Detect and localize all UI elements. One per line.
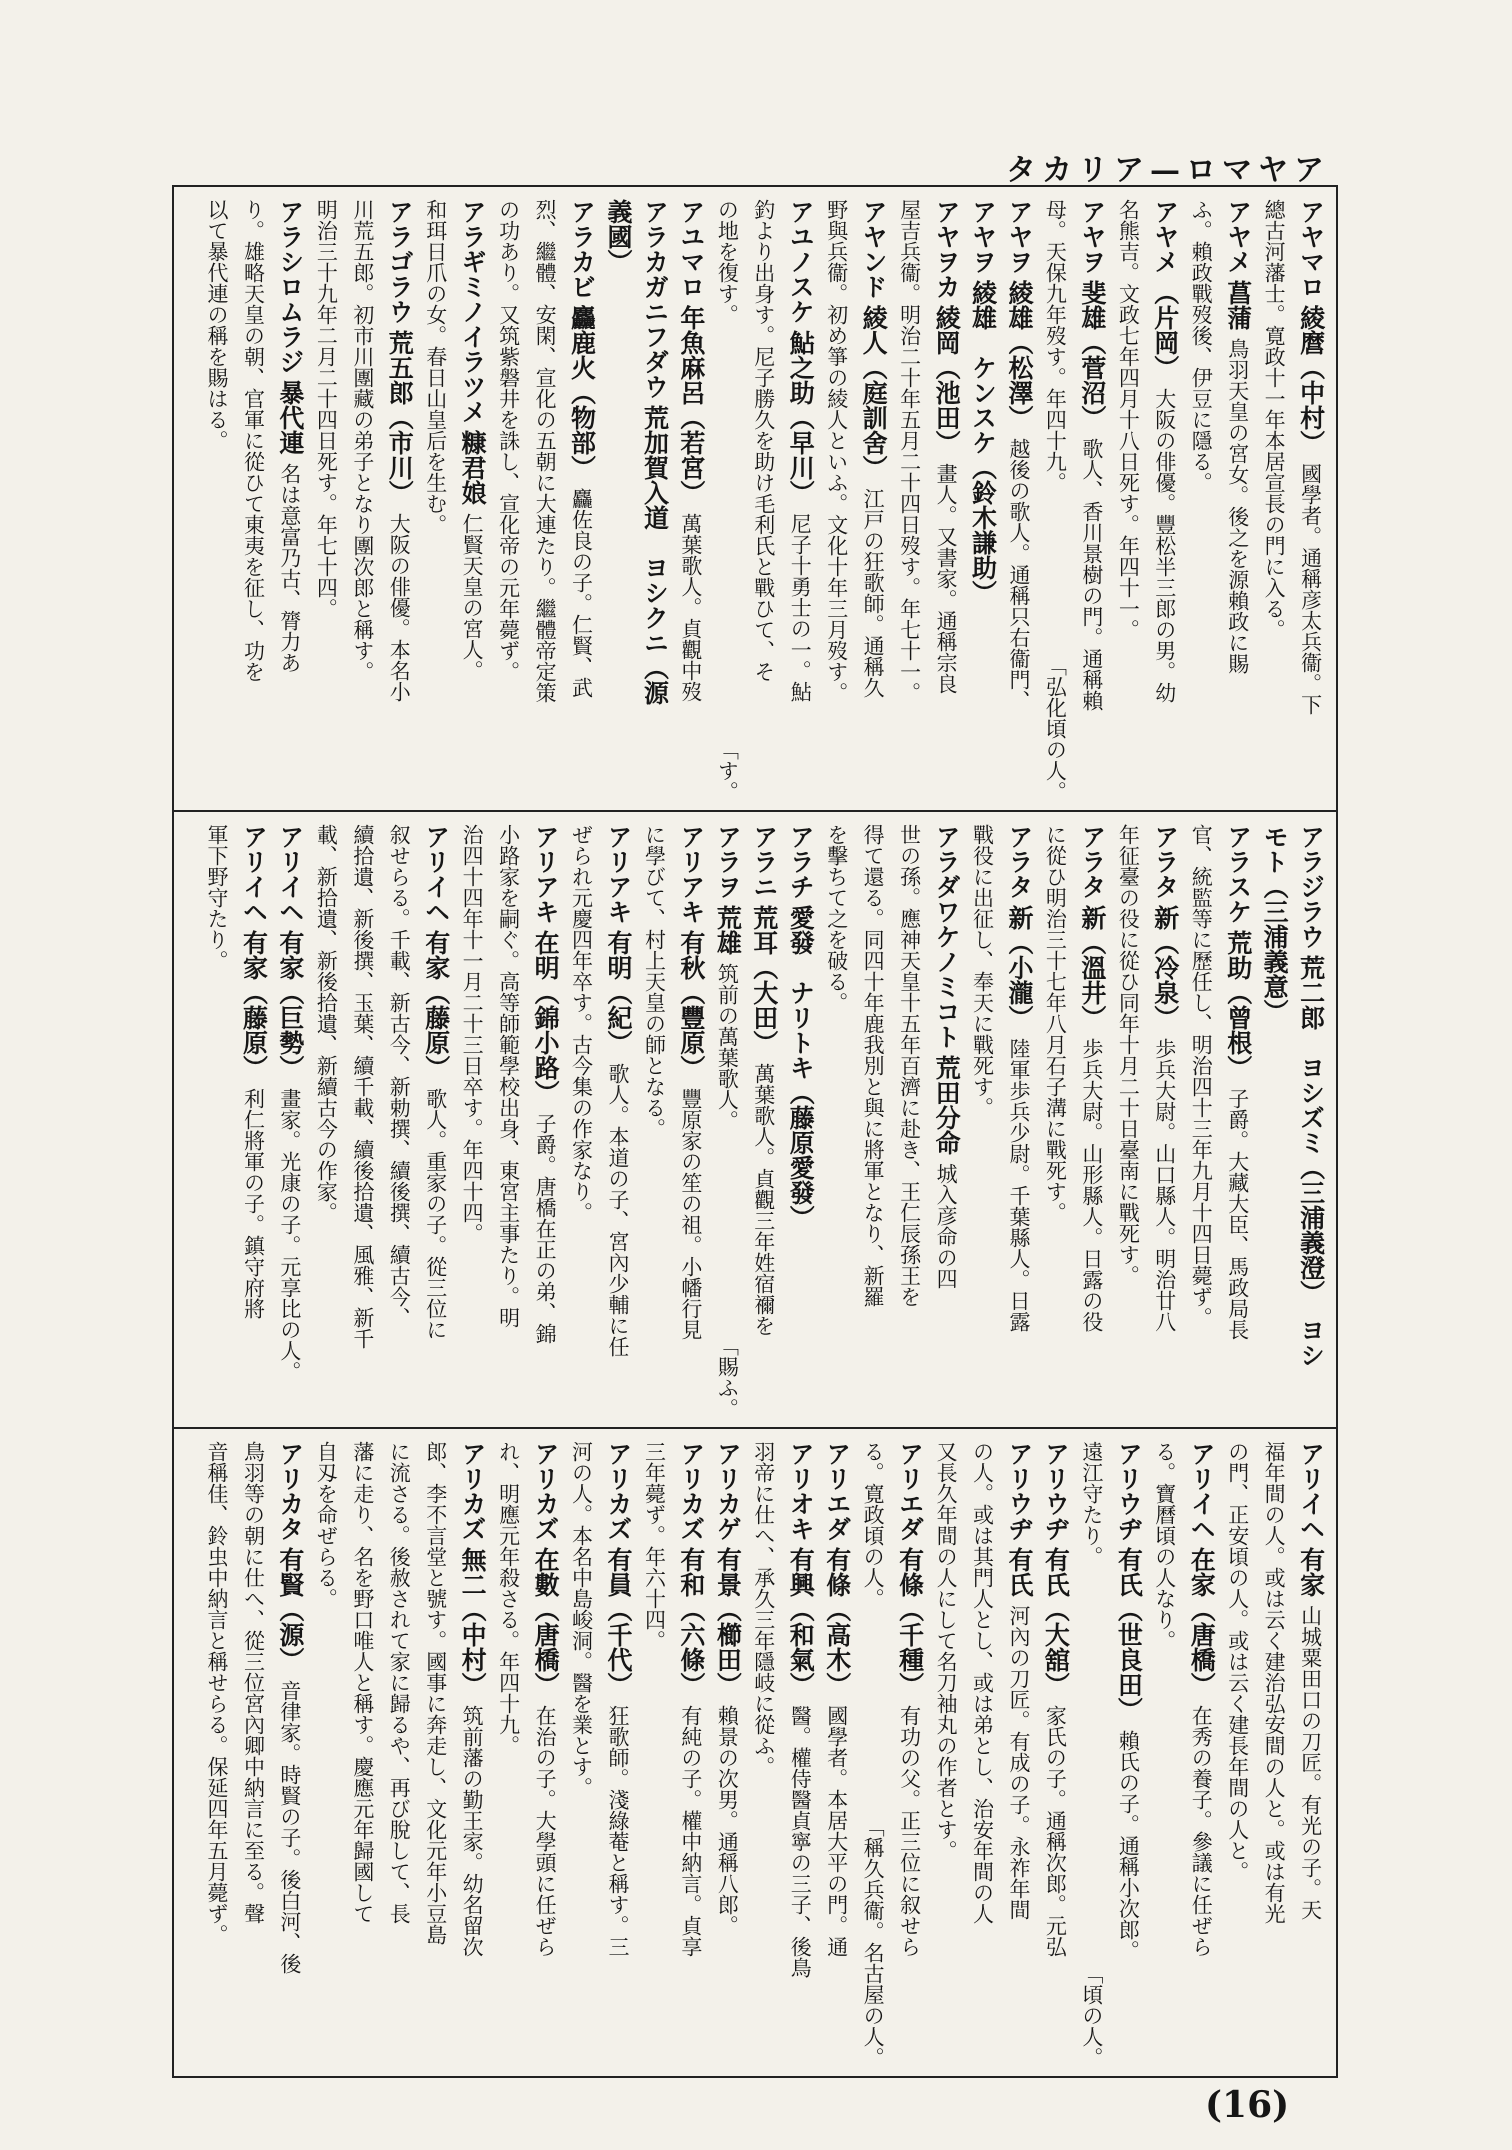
entry-name: 荒雄 <box>713 905 743 955</box>
entry-text: 鳥羽天皇の宮女。後之を源賴政に賜 <box>1225 338 1250 674</box>
entry-text: 小路家を嗣ぐ。高等師範學校出身、東宮主事たり。明 <box>496 824 521 1328</box>
entry-text: に學びて、村上天皇の師となる。 <box>642 824 667 1139</box>
entry-heading-kana: アラヲ <box>713 824 743 899</box>
column-group <box>200 199 1328 802</box>
entry-name: 綾雄（松澤） <box>1004 280 1034 430</box>
entry-heading-kana: アラゴラウ <box>385 199 415 324</box>
entry-heading-kana: アリアキ <box>676 824 706 924</box>
entry-text: 鳥羽等の朝に仕へ、從三位宮內卿中納言に至る。聲 <box>241 1441 266 1924</box>
text-column <box>1148 199 1182 802</box>
entry-text: 音律家。時賢の子。後白河、後 <box>277 1680 302 1974</box>
entry-text: 福年間の人。或は云く建治弘安間の人と。或は有光 <box>1262 1441 1287 1924</box>
entry-text: 治四十四年十一月二十三日卒す。年四十四。 <box>460 824 485 1244</box>
text-column <box>820 199 854 802</box>
entry-text: の人。或は其門人とし、或は弟とし、治安年間の人 <box>970 1441 995 1924</box>
entry-name: 義國） <box>603 199 633 274</box>
text-column <box>637 199 671 802</box>
entry-name: 糠君娘 <box>458 430 488 505</box>
entry-text: 家氏の子。通稱次郎。元弘 <box>1043 1705 1068 1957</box>
entry-text: 官、統監等に歷任し、明治四十三年九月十四日薨ず。 <box>1189 824 1214 1328</box>
entry-heading-kana: アラタ <box>1077 824 1107 899</box>
entry-text: 在治の子。大學頭に任ぜら <box>533 1705 558 1957</box>
entry-name: （片岡） <box>1150 280 1180 380</box>
text-column <box>200 199 234 802</box>
text-column <box>419 824 453 1419</box>
entry-heading-kana: アラダワケノミコト <box>932 824 962 1049</box>
entry-text: 河內の刀匠。有成の子。永祚年間 <box>1006 1605 1031 1920</box>
entry-name: 菖蒲 <box>1223 280 1253 330</box>
text-column <box>1038 824 1072 1419</box>
entry-name: 有條（高木） <box>822 1547 852 1697</box>
entry-text: 母。天保九年歿す。年四十九。 <box>1043 199 1068 493</box>
entry-text: 有功の父。正三位に叙せら <box>897 1705 922 1957</box>
page-number: (16) <box>1205 2084 1290 2126</box>
entry-name: 有家 <box>1296 1547 1326 1597</box>
entry-heading-kana: アリエダ <box>895 1441 925 1541</box>
entry-text: 畫家。光康の子。元享比の人。 <box>277 1088 302 1382</box>
text-column <box>929 824 963 1419</box>
entry-text: 江戸の狂歌師。通稱久 <box>861 488 886 698</box>
entry-heading-kana: アラタ <box>1150 824 1180 899</box>
entry-text: の功あり。又筑紫磐井を誅し、宣化帝の元年薨ず。 <box>496 199 521 682</box>
entry-text: 越後の歌人。通稱只右衞門、 <box>1006 438 1031 711</box>
text-column <box>1221 1441 1255 2068</box>
entry-heading-kana: アリイヘ <box>1187 1441 1217 1541</box>
column-group <box>200 1441 1328 2068</box>
entry-name: 在數（唐橋） <box>531 1547 561 1697</box>
text-column <box>528 824 562 1419</box>
entry-heading-kana: アラギミノイラツメ <box>458 199 488 424</box>
text-column <box>236 199 270 802</box>
entry-text: ふ。賴政戰歿後、伊豆に隱る。 <box>1189 199 1214 493</box>
text-column <box>492 199 526 802</box>
entry-text: 野與兵衞。初め箏の綾人といふ。文化十年三月歿す。 <box>824 199 849 703</box>
entry-heading-kana: アラカガニフダウ <box>640 199 670 399</box>
text-column <box>1002 824 1036 1419</box>
text-column <box>382 1441 416 2068</box>
text-column <box>674 1441 708 2068</box>
entry-heading-kana: アラタ <box>1004 824 1034 899</box>
text-column <box>346 824 380 1419</box>
running-title: アヤマロ—アリカタ <box>1006 153 1330 188</box>
text-column <box>1294 1441 1328 2068</box>
entry-text: 總古河藩士。寛政十一年本居宣長の門に入る。 <box>1262 199 1287 640</box>
entry-text: 河の人。本名中島峻洞。醫を業とす。 <box>569 1441 594 1798</box>
text-column <box>820 1441 854 2068</box>
entry-text: 續拾遺、新後撰、玉葉、續千載、續後拾遺、風雅、新千 <box>350 824 375 1349</box>
text-column <box>309 199 343 802</box>
entry-heading-kana: アヤンド <box>859 199 889 299</box>
entry-heading-kana: アリイヘ <box>1296 1441 1326 1541</box>
entry-name: 有秋（豐原） <box>676 930 706 1080</box>
text-column <box>1184 199 1218 802</box>
entry-name: 有氏（世良田） <box>1114 1547 1144 1722</box>
text-column <box>601 1441 635 2068</box>
entry-text: を擊ちて之を破る。 <box>824 824 849 1013</box>
text-column <box>273 199 307 802</box>
text-column <box>1221 824 1255 1419</box>
text-column <box>710 824 744 1419</box>
continuation-text: 「弘化頃の人。 <box>1043 655 1068 802</box>
entry-heading-kana: アラシロムラジ <box>275 199 305 374</box>
text-column <box>309 824 343 1419</box>
text-column <box>1294 824 1328 1419</box>
entry-name: 斐雄（菅沼） <box>1077 280 1107 430</box>
text-column <box>710 199 744 802</box>
text-column <box>1294 199 1328 802</box>
text-column <box>1221 199 1255 802</box>
entry-text: 郎、李不言堂と號す。國事に奔走し、文化元年小豆島 <box>423 1441 448 1945</box>
entry-band-top <box>174 187 1336 812</box>
entry-text: 大阪の俳優。豐松半三郎の男。幼 <box>1152 388 1177 703</box>
text-column <box>528 199 562 802</box>
text-column <box>1075 824 1109 1419</box>
entry-name: 綾人（庭訓舍） <box>859 305 889 480</box>
text-column <box>893 824 927 1419</box>
entry-name: 無二（中村） <box>458 1547 488 1697</box>
text-column <box>1148 1441 1182 2068</box>
page-frame <box>172 185 1338 2078</box>
text-column <box>419 1441 453 2068</box>
text-column <box>893 1441 927 2068</box>
entry-text: 子爵。大藏大臣、馬政局長 <box>1225 1088 1250 1340</box>
entry-text: 屋吉兵衞。明治二十年五月二十四日歿す。年七十一。 <box>897 199 922 703</box>
entry-name: 有氏 <box>1004 1547 1034 1597</box>
text-column <box>565 824 599 1419</box>
entry-heading-kana: アリウヂ <box>1114 1441 1144 1541</box>
text-column <box>565 1441 599 2068</box>
entry-text: 仁賢天皇の宮人。 <box>460 513 485 681</box>
entry-name: 有條（千種） <box>895 1547 925 1697</box>
text-column <box>1257 199 1291 802</box>
entry-text: 自刄を命ぜらる。 <box>314 1441 339 1609</box>
entry-name: 在明（錦小路） <box>531 930 561 1105</box>
text-column <box>893 199 927 802</box>
text-column <box>273 824 307 1419</box>
entry-heading-kana: アリカタ <box>275 1441 305 1541</box>
entry-name: 荒田分命 <box>932 1055 962 1155</box>
text-column <box>236 824 270 1419</box>
entry-text: 國學者。通稱彦太兵衞。下 <box>1298 463 1323 715</box>
entry-heading-kana: アリカズ <box>531 1441 561 1541</box>
text-column <box>820 824 854 1419</box>
entry-text: 山城粟田口の刀匠。有光の子。天 <box>1298 1605 1323 1920</box>
text-column <box>674 824 708 1419</box>
entry-heading-kana: アユノスケ <box>786 199 816 324</box>
text-column <box>236 1441 270 2068</box>
entry-text: る。寶曆頃の人なり。 <box>1152 1441 1177 1651</box>
text-column <box>1002 1441 1036 2068</box>
entry-heading-kana: アリイヘ <box>239 824 269 924</box>
entry-text: 名熊吉。文政七年四月十八日死す。年四十一。 <box>1116 199 1141 640</box>
text-column <box>783 199 817 802</box>
entry-name: 新（小瀧） <box>1004 905 1034 1030</box>
text-column <box>382 199 416 802</box>
entry-heading-kana: アラカビ <box>567 199 597 299</box>
entry-text: 和珥日爪の女。春日山皇后を生む。 <box>423 199 448 535</box>
entry-text: れ、明應元年殺さる。年四十九。 <box>496 1441 521 1756</box>
entry-text: 歩兵大尉。山口縣人。明治廿八 <box>1152 1038 1177 1332</box>
entry-text: 有純の子。權中納言。貞享 <box>678 1705 703 1957</box>
entry-text: ぜられ元慶四年卒す。古今集の作家なり。 <box>569 824 594 1223</box>
entry-text: 叙せらる。千載、新古今、新勅撰、續後撰、續古今、 <box>387 824 412 1328</box>
text-column <box>710 1441 744 2068</box>
entry-name: 綾雄 ケンスケ（鈴木謙助） <box>968 280 998 605</box>
entry-name: 荒耳（大田） <box>749 905 779 1055</box>
entry-text: 得て還る。同四十年鹿我別と與に將軍となり、新羅 <box>861 824 886 1307</box>
entry-text: 音稱佳、鈴虫中納言と稱せらる。保延四年五月薨ず。 <box>205 1441 229 1945</box>
text-column <box>346 1441 380 2068</box>
entry-heading-kana: アリオキ <box>786 1441 816 1541</box>
entry-heading-kana: アラチ <box>786 824 816 899</box>
entry-text: 戰役に出征し、奉天に戰死す。 <box>970 824 995 1118</box>
entry-text: る。寛政頃の人。 <box>861 1441 886 1609</box>
continuation-text: 「稱久兵衞。名古屋の人。 <box>861 1816 886 2068</box>
entry-text: 又長久年間の人にして名刀袖丸の作者とす。 <box>934 1441 959 1861</box>
entry-name: 綾麿（中村） <box>1296 305 1326 455</box>
entry-text: 萬葉歌人。貞觀三年姓宿禰を <box>751 1063 776 1336</box>
entry-text: 醫。權侍醫貞寧の三子、後鳥 <box>788 1705 813 1978</box>
text-column <box>783 1441 817 2068</box>
entry-text: 載、新拾遺、新後拾遺、新續古今の作家。 <box>314 824 339 1223</box>
entry-heading-kana: アリウヂ <box>1004 1441 1034 1541</box>
entry-text: り。雄略天皇の朝、官軍に從ひて東夷を征し、功を <box>241 199 266 682</box>
entry-text: 狂歌師。淺綠菴と稱す。三 <box>605 1705 630 1957</box>
text-column <box>528 1441 562 2068</box>
column-group <box>200 824 1328 1419</box>
entry-text: 軍下野守たり。 <box>205 824 229 971</box>
entry-text: 遠江守たり。 <box>1079 1441 1104 1567</box>
entry-text: 畫人。又書家。通稱宗良 <box>934 463 959 694</box>
text-column <box>1111 1441 1145 2068</box>
text-column <box>856 1441 890 2068</box>
text-column <box>1038 1441 1072 2068</box>
entry-name: 年魚麻呂（若宮） <box>676 305 706 505</box>
text-column <box>492 824 526 1419</box>
text-column <box>929 199 963 802</box>
entry-text: 利仁將軍の子。鎮守府將 <box>241 1088 266 1319</box>
entry-text: 賴景の次男。通稱八郎。 <box>715 1705 740 1936</box>
entry-text: 子爵。唐橋在正の弟、錦 <box>533 1113 558 1344</box>
continuation-text: 「す。 <box>715 739 740 802</box>
text-column <box>1111 824 1145 1419</box>
entry-heading-kana: アリイヘ <box>275 824 305 924</box>
text-column <box>1075 199 1109 802</box>
text-column <box>747 824 781 1419</box>
entry-name: 荒二郎 ヨシズミ（三浦義澄） ヨシ <box>1296 955 1326 1368</box>
entry-name: 有景（櫛田） <box>713 1547 743 1697</box>
entry-name: 愛發 ナリトキ（藤原愛發） <box>786 905 816 1230</box>
text-column <box>637 824 671 1419</box>
text-column <box>747 199 781 802</box>
entry-band-bottom <box>174 1429 1336 2076</box>
entry-heading-kana: アリイヘ <box>421 824 451 924</box>
entry-name: 鮎之助（早川） <box>786 330 816 505</box>
text-column <box>309 1441 343 2068</box>
text-column <box>637 1441 671 2068</box>
text-column <box>601 824 635 1419</box>
entry-heading-kana: アリアキ <box>531 824 561 924</box>
entry-name: 有和（六條） <box>676 1547 706 1697</box>
text-column <box>966 824 1000 1419</box>
text-column <box>419 199 453 802</box>
entry-text: 國學者。本居大平の門。通 <box>824 1705 849 1957</box>
entry-text: 大阪の俳優。本名小 <box>387 513 412 702</box>
entry-name: 有家（藤原） <box>239 930 269 1080</box>
entry-text: 明治三十九年二月二十四日死す。年七十四。 <box>314 199 339 619</box>
entry-text: 賴氏の子。通稱小次郎。 <box>1116 1730 1141 1961</box>
entry-text: 尼子十勇士の一。鮎 <box>788 513 813 702</box>
entry-heading-kana: アヤヲ <box>1004 199 1034 274</box>
entry-text: 川荒五郎。初市川團藏の弟子となり團次郎と稱す。 <box>350 199 375 682</box>
text-column <box>856 824 890 1419</box>
entry-name: 有賢（源） <box>275 1547 305 1672</box>
entry-text: 三年薨ず。年六十四。 <box>642 1441 667 1651</box>
entry-heading-kana: アラスケ <box>1223 824 1253 924</box>
entry-name: 荒助（曾根） <box>1223 930 1253 1080</box>
entry-text: の門、正安頃の人。或は云く建長年間の人と。 <box>1225 1441 1250 1882</box>
entry-heading-kana: アリアキ <box>603 824 633 924</box>
text-column <box>674 199 708 802</box>
entry-text: 烈、繼體、安閑、宣化の五朝に大連たり。繼體帝定策 <box>533 199 558 703</box>
entry-heading-kana: アヤヲ <box>1077 199 1107 274</box>
text-column <box>601 199 635 802</box>
entry-band-middle <box>174 812 1336 1429</box>
entry-name: 荒加賀入道 ヨシクニ（源 <box>640 405 670 705</box>
entry-text: 歌人。重家の子。從三位に <box>423 1088 448 1340</box>
entry-text: 城入彦命の四 <box>934 1163 959 1289</box>
text-column <box>455 824 489 1419</box>
text-column <box>455 199 489 802</box>
entry-heading-kana: アユマロ <box>676 199 706 299</box>
text-column <box>1002 199 1036 802</box>
entry-heading-kana: アリエダ <box>822 1441 852 1541</box>
entry-name: モト（三浦義意） <box>1260 824 1290 1024</box>
entry-heading-kana: アラニ <box>749 824 779 899</box>
entry-heading-kana: アリカズ <box>603 1441 633 1541</box>
entry-name: 有員（千代） <box>603 1547 633 1697</box>
text-column <box>1257 824 1291 1419</box>
entry-name: 有氏（大舘） <box>1041 1547 1071 1697</box>
entry-text: 筑前藩の勤王家。幼名留次 <box>460 1705 485 1957</box>
text-column <box>1148 824 1182 1419</box>
entry-heading-kana: アヤヲ <box>968 199 998 274</box>
text-column <box>1075 1441 1109 2068</box>
text-column <box>565 199 599 802</box>
entry-name: 新（溫井） <box>1077 905 1107 1030</box>
entry-name: 暴代連 <box>275 380 305 455</box>
text-column <box>1257 1441 1291 2068</box>
text-column <box>1184 824 1218 1419</box>
entry-text: 名は意富乃古、膂力あ <box>277 463 302 673</box>
text-column <box>346 199 380 802</box>
entry-text: 年征臺の役に從ひ同年十月二十日臺南に戰死す。 <box>1116 824 1141 1286</box>
entry-text: 歌人、香川景樹の門。通稱賴 <box>1079 438 1104 711</box>
entry-text: に從ひ明治三十七年八月石子溝に戰死す。 <box>1043 824 1068 1223</box>
entry-name: 在家（唐橋） <box>1187 1547 1217 1697</box>
entry-text: 萬葉歌人。貞觀中歿 <box>678 513 703 702</box>
text-column <box>492 1441 526 2068</box>
entry-text: 藩に走り、名を野口唯人と稱す。慶應元年歸國して <box>350 1441 375 1924</box>
entry-text: 釣より出身す。尼子勝久を助け毛利氏と戰ひて、そ <box>751 199 776 682</box>
text-column <box>382 824 416 1419</box>
text-column <box>783 824 817 1419</box>
text-column <box>1038 199 1072 802</box>
entry-heading-kana: アヤメ <box>1223 199 1253 274</box>
entry-text: 歌人。本道の子、宮內少輔に任 <box>605 1063 630 1357</box>
entry-name: 新（冷泉） <box>1150 905 1180 1030</box>
entry-heading-kana: アリカゲ <box>713 1441 743 1541</box>
text-column <box>200 824 234 1419</box>
entry-text: 羽帝に仕へ、承久三年隱岐に從ふ。 <box>751 1441 776 1777</box>
text-column <box>966 199 1000 802</box>
text-column <box>856 199 890 802</box>
entry-name: 有家（巨勢） <box>275 930 305 1080</box>
entry-heading-kana: アリカズ <box>458 1441 488 1541</box>
entry-text: 豐原家の笙の祖。小幡行見 <box>678 1088 703 1340</box>
entry-name: 有明（紀） <box>603 930 633 1055</box>
continuation-text: 「賜ふ。 <box>715 1335 740 1419</box>
text-column <box>966 1441 1000 2068</box>
entry-name: 有興（和氣） <box>786 1547 816 1697</box>
entry-heading-kana: アリウヂ <box>1041 1441 1071 1541</box>
entry-name: 麤鹿火（物部） <box>567 305 597 480</box>
entry-heading-kana: アヤメ <box>1150 199 1180 274</box>
entry-name: 有家（藤原） <box>421 930 451 1080</box>
entry-heading-kana: アラジラウ <box>1296 824 1326 949</box>
entry-text: に流さる。後赦されて家に歸るや、再び脫して、長 <box>387 1441 412 1924</box>
text-column <box>747 1441 781 2068</box>
entry-text: 以て暴代連の稱を賜はる。 <box>205 199 229 451</box>
text-column <box>1111 199 1145 802</box>
entry-name: 綾岡（池田） <box>932 305 962 455</box>
entry-name: 荒五郎（市川） <box>385 330 415 505</box>
entry-heading-kana: アヤヲカ <box>932 199 962 299</box>
continuation-text: 「頃の人。 <box>1079 1963 1104 2068</box>
text-column <box>929 1441 963 2068</box>
entry-text: 世の孫。應神天皇十五年百濟に赴き、王仁辰孫王を <box>897 824 922 1307</box>
entry-text: 麤佐良の子。仁賢、武 <box>569 488 594 698</box>
text-column <box>1184 1441 1218 2068</box>
entry-text: 歩兵大尉。山形縣人。日露の役 <box>1079 1038 1104 1332</box>
entry-heading-kana: アリカズ <box>676 1441 706 1541</box>
entry-text: 陸軍歩兵少尉。千葉縣人。日露 <box>1006 1038 1031 1332</box>
entry-text: の地を復す。 <box>715 199 740 325</box>
text-column <box>273 1441 307 2068</box>
text-column <box>455 1441 489 2068</box>
entry-text: 在秀の養子。參議に任ぜら <box>1189 1705 1214 1957</box>
entry-text: 筑前の萬葉歌人。 <box>715 963 740 1131</box>
entry-heading-kana: アヤマロ <box>1296 199 1326 299</box>
text-column <box>200 1441 234 2068</box>
